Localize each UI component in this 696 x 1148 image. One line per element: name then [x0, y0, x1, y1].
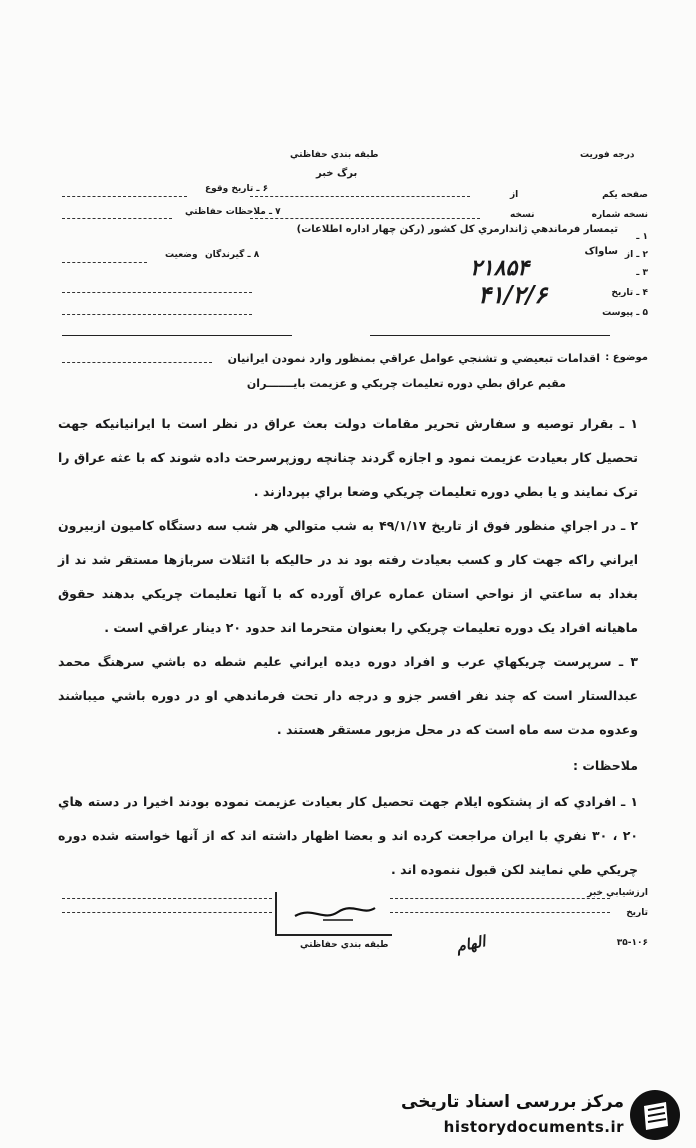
form-code: ۳۵-۱۰۶: [616, 938, 648, 948]
subject-label: موضوع :: [605, 352, 648, 363]
classification-heading: طبقه بندي حفاظتي: [290, 150, 379, 160]
copy-count-label: نسخه: [510, 210, 535, 220]
remarks-paragraph-1: ۱ ـ افرادي که از پشتکوه ايلام جهت تحصيل کار بعيادت عزيمت نموده بودند اخيرا در دسته هاي ۲۰ ، ۳۰ نفري با ايران مراجعت کرده اند و بعضا اظهار داشته اند که از آنها خواسته شده دوره چريکي طي نمايند لکن قبول ننموده اند .: [58, 794, 639, 877]
evaluation-label: ارزشيابي خبر: [587, 888, 648, 898]
signature-box: [275, 892, 392, 936]
field-copy: نسخه شماره: [591, 210, 648, 220]
reference-date: ۴۱/۲/۶: [478, 280, 548, 309]
archive-url: historydocuments.ir: [443, 1118, 624, 1136]
subject-line2: مقيم عراق بطي دوره تعليمات چريکي و عزيمت بايـــــــران: [246, 377, 566, 390]
field-5: ۵ ـ پيوست: [602, 308, 648, 318]
handwritten-initials: الهام: [454, 932, 488, 956]
paragraph-1: ۱ ـ بقرار توصيه و سفارش تحرير مقامات دولت بعث عراق در نظر است با ايرانيانيکه جهت تحصيل کار بعيادت عزيمت نمود و اجازه گردند چنانچه روزپرسرحت داده شوند که با عثه عراق را ترک نمايند و يا بطي دوره تعليمات چريکي وضعا براي بپردازند .: [58, 416, 638, 499]
document-type: برگ خبر: [316, 168, 358, 179]
to-line: تيمسار فرماندهي ژاندارمري کل کشور (رکن چهار اداره اطلاعات): [296, 224, 618, 235]
priority-label: درجه فوريت: [580, 150, 635, 160]
security-notes-label: ۷ ـ ملاحظات حفاظتي: [185, 207, 281, 217]
paragraph-2: ۲ ـ در اجراي منظور فوق از تاريخ ۴۹/۱/۱۷ به شب متوالي هر شب سه دستگاه کاميون ازبيرون ايراني راکه جهت کار و کسب بعيادت رفته بود ند در حاليکه با ائتلات سربازها مستقر شد ند از بغداد به ساعتي از نواحي استان عماره عراق آورده که با آنها تعليمات چريکي بدهند حقوق ماهيانه افراد يک دوره تعليمات چريکي را بعنوان متحرما اند حدود ۲۰ دينار عراقي است .: [58, 518, 638, 635]
field-1: ۱ ـ: [636, 232, 648, 242]
sheet-count-label: از: [510, 190, 519, 200]
reference-number: ۲۱۸۵۴: [470, 255, 530, 281]
field-2: ۲ ـ از: [624, 250, 648, 260]
subject-text: اقدامات تبعيضي و تشنجي عوامل عراقي بمنظور وارد نمودن ايرانيان: [227, 352, 600, 365]
field-3: ۳ ـ: [636, 268, 648, 278]
archive-logo-icon: [628, 1088, 682, 1142]
occurrence-date-label: ۶ ـ تاريخ وقوع: [205, 184, 269, 194]
recipients-label: ۸ ـ گيرندگان: [205, 250, 260, 260]
from-line: ساواک: [584, 246, 618, 257]
recipients-value: وضعيت: [165, 250, 198, 260]
signature-scribble-icon: [283, 898, 393, 938]
remarks-heading: ملاحظات :: [572, 758, 638, 773]
signature-caption: طبقه بندي حفاظتي: [300, 940, 389, 950]
field-4: ۴ ـ تاريخ: [611, 288, 648, 298]
paragraph-3: ۳ ـ سرپرست چريکهاي عرب و افراد دوره ديده ايراني عليم شطه ده باشي سرهنگ محمد عبدالستار است که چند نفر افسر جزو و درجه دار تحت فرماندهي او در دوره باشي ميباشند وعدوه مدت سه ماه است که در محل مزبور مستقر هستند .: [58, 654, 638, 737]
field-sheet: صفحه يکم: [602, 190, 648, 200]
archive-name: مرکز بررسی اسناد تاریخی: [401, 1092, 624, 1112]
grade-label: تاريخ: [626, 908, 648, 918]
